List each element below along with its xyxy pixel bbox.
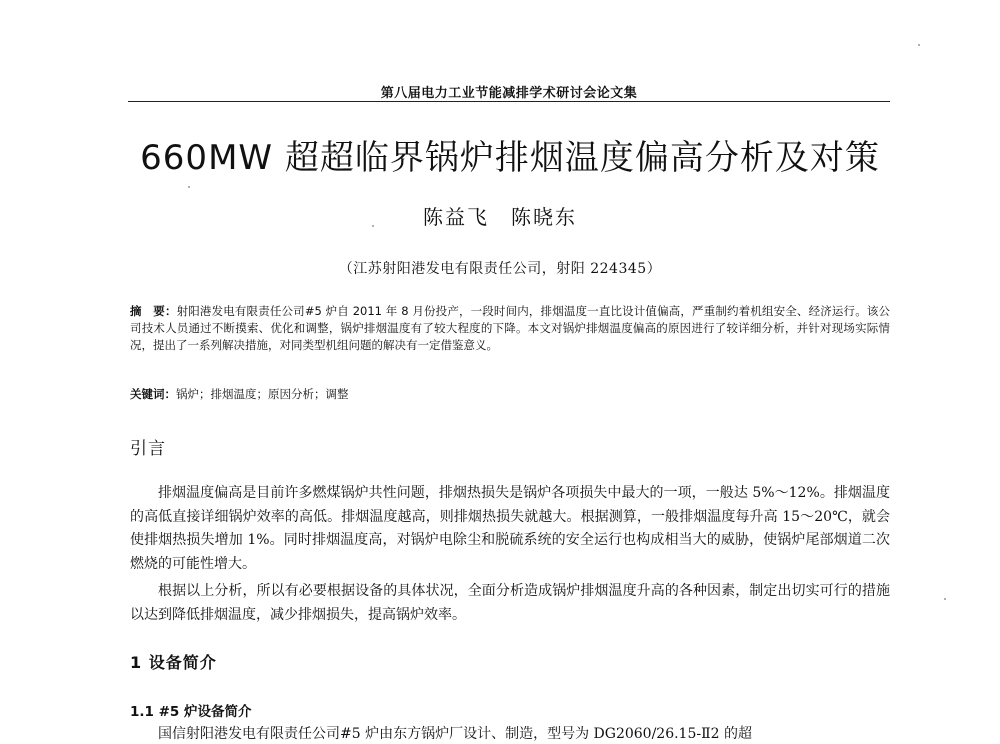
author-list: 陈益飞 陈晓东 <box>423 205 577 229</box>
header-rule <box>128 101 890 102</box>
abstract <box>130 303 890 354</box>
section-heading-intro: 引言 <box>130 439 166 459</box>
scan-speck <box>918 44 920 46</box>
section-1-1-paragraph-partial: 国信射阳港发电有限责任公司#5 炉由东方锅炉厂设计、制造，型号为 DG2060/26.15-Ⅱ2 的超 <box>158 726 752 742</box>
scan-speck <box>944 598 946 600</box>
running-header: 第八届电力工业节能减排学术研讨会论文集 <box>380 86 638 101</box>
paper-title: 660MW 超超临界锅炉排烟温度偏高分析及对策 <box>140 138 880 178</box>
scan-speck <box>372 225 374 227</box>
abstract-text: 射阳港发电有限责任公司#5 炉自 2011 年 8 月份投产，一段时间内，排烟温度一直比设计值偏高，严重制约着机组安全、经济运行。该公司技术人员通过不断摸索、优化和调整，锅炉排烟温度有了较大程度的下降。本文对锅炉排烟温度偏高的原因进行了较详细分析，并针对现场实际情况，提出了一系列解决措施，对同类型机组问题的解决有一定借鉴意义。 <box>130 304 891 352</box>
intro-paragraph-1: 排烟温度偏高是目前许多燃煤锅炉共性问题，排烟热损失是锅炉各项损失中最大的一项，一般达 5%～12%。排烟温度的高低直接详细锅炉效率的高低。排烟温度越高，则排烟热损失就越大。根据测算，一般排烟温度每升高 15～20℃，就会使排烟热损失增加 1%。同时排烟温度高，对锅炉电除尘和脱硫系统的安全运行也构成相当大的威胁，使锅炉尾部烟道二次燃烧的可能性增大。 <box>130 485 890 572</box>
abstract-label: 摘 要： <box>130 304 177 318</box>
section-heading-1-1: 1.1 #5 炉设备简介 <box>130 704 252 720</box>
keywords-label: 关键词： <box>130 387 176 401</box>
keywords-text: 锅炉；排烟温度；原因分析；调整 <box>176 387 349 401</box>
section-heading-1: 1 设备简介 <box>130 653 217 672</box>
keywords <box>130 386 890 403</box>
scan-speck <box>188 186 190 188</box>
author-affiliation: （江苏射阳港发电有限责任公司，射阳 224345） <box>338 261 662 277</box>
intro-paragraph-2: 根据以上分析，所以有必要根据设备的具体状况，全面分析造成锅炉排烟温度升高的各种因素，制定出切实可行的措施以达到降低排烟温度，减少排烟损失，提高锅炉效率。 <box>130 583 890 623</box>
